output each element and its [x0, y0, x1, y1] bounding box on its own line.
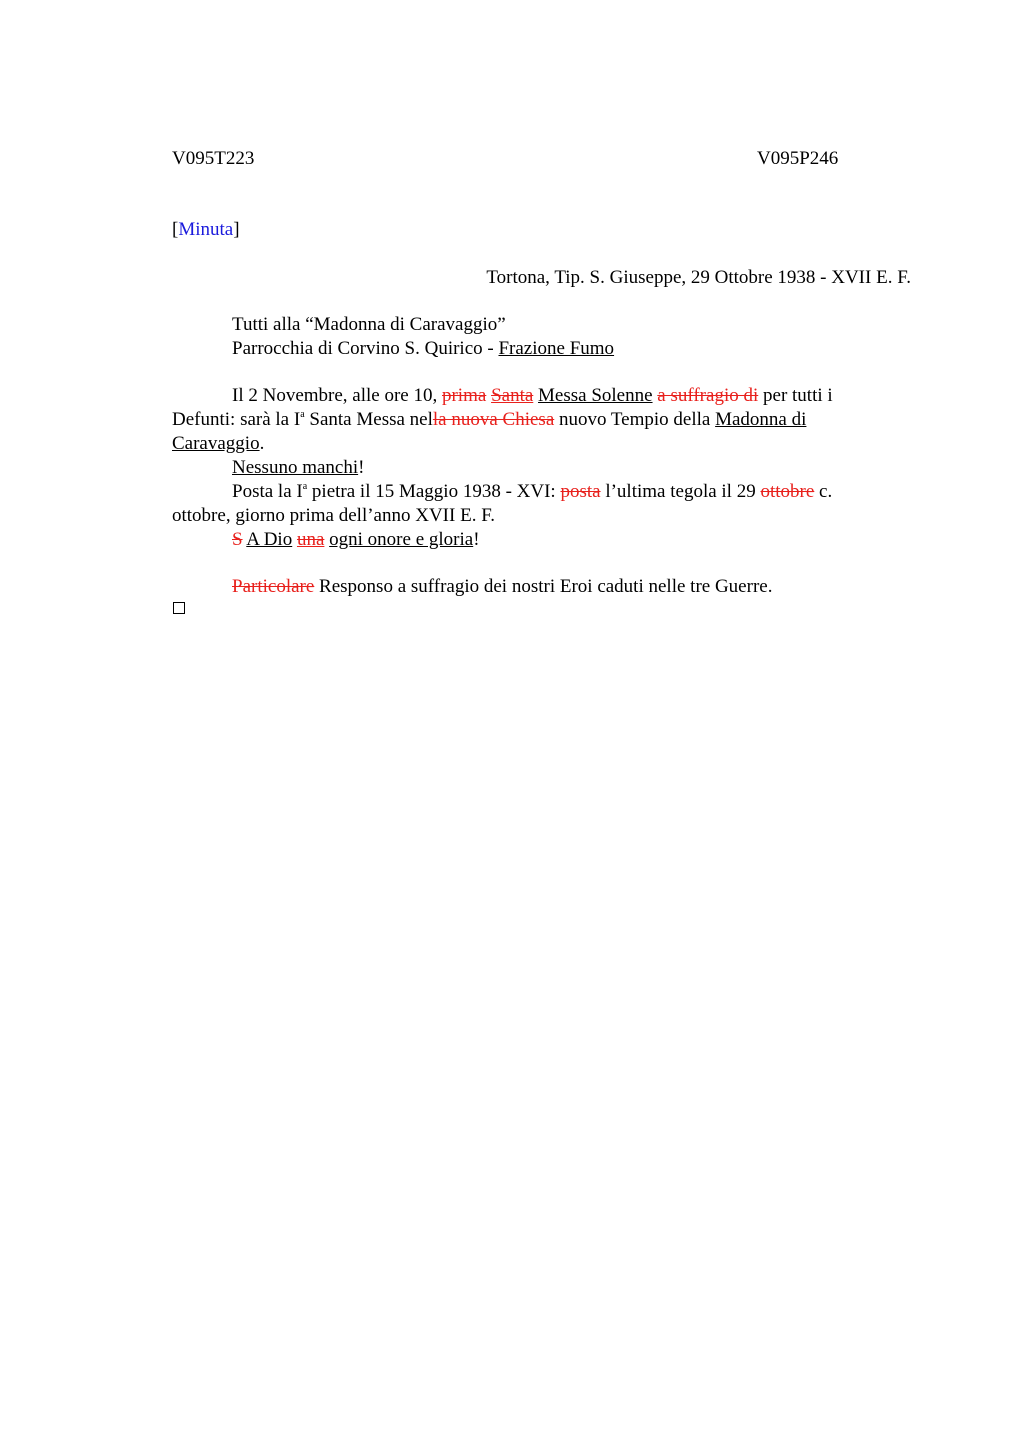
- minuta-label: [172, 218, 240, 242]
- title-line-2: [172, 337, 888, 361]
- paragraph-3-line-1: [172, 480, 888, 504]
- underlined-text: Nessuno manchi: [232, 457, 359, 478]
- text: Defunti: sarà la I: [172, 409, 301, 430]
- title-block: [172, 313, 888, 361]
- minuta-bracket-open: [: [172, 219, 179, 240]
- text: !: [358, 457, 365, 478]
- title-line-1: Tutti alla “Madonna di Caravaggio”: [232, 314, 506, 335]
- text: per tutti i: [758, 385, 833, 406]
- superscript: a: [300, 409, 305, 420]
- title-line-2-underlined: Frazione Fumo: [498, 338, 615, 359]
- deleted-text: la nuova Chiesa: [432, 409, 555, 430]
- title-line-2-prefix: Parrocchia di Corvino S. Quirico -: [232, 338, 499, 359]
- paragraph-2: [172, 456, 888, 480]
- underlined-text: Madonna di: [715, 409, 807, 430]
- text: pietra il 15 Maggio 1938 - XVI:: [307, 481, 561, 502]
- minuta-bracket-close: ]: [233, 219, 240, 240]
- end-marker-box-icon: [173, 602, 185, 614]
- minuta-text: Minuta: [178, 219, 234, 240]
- superscript: a: [302, 481, 308, 492]
- paragraph-1: [172, 384, 888, 552]
- paragraph-5-line: [172, 575, 888, 599]
- paragraph-1-line-1: [172, 384, 888, 408]
- underlined-text: ogni onore e gloria: [329, 529, 474, 550]
- text: !: [473, 529, 480, 550]
- deleted-text: posta: [560, 481, 601, 502]
- deleted-text: Particolare: [232, 576, 315, 597]
- dateline: Tortona, Tip. S. Giuseppe, 29 Ottobre 1938 - XVII E. F.: [486, 267, 911, 288]
- text: l’ultima tegola il 29: [600, 481, 761, 502]
- text: Posta la I: [232, 481, 303, 502]
- deleted-text: a suffragio di: [657, 385, 759, 406]
- text: Il 2 Novembre, alle ore 10,: [232, 385, 442, 406]
- paragraph-1-line-3: [172, 432, 888, 456]
- paragraph-1-line-2: [172, 408, 888, 432]
- underlined-text: A Dio: [246, 529, 293, 550]
- underlined-text: Caravaggio: [172, 433, 260, 454]
- deleted-text: una: [296, 529, 325, 550]
- deleted-text: prima: [441, 385, 487, 406]
- text: c.: [814, 481, 833, 502]
- text: .: [259, 433, 265, 454]
- deleted-text: S: [232, 529, 243, 550]
- deleted-text: Santa: [491, 385, 534, 406]
- paragraph-3-line-2: ottobre, giorno prima dell’anno XVII E. F.: [172, 505, 495, 526]
- text: nuovo Tempio della: [554, 409, 716, 430]
- deleted-text: ottobre: [760, 481, 815, 502]
- paragraph-5: [172, 575, 888, 599]
- paragraph-4: [172, 528, 888, 552]
- document-code-left: V095T223: [172, 148, 255, 169]
- underlined-text: Messa Solenne: [538, 385, 653, 406]
- text: Santa Messa nel: [304, 409, 433, 430]
- text: Responso a suffragio dei nostri Eroi caduti nelle tre Guerre.: [314, 576, 773, 597]
- document-code-right: V095P246: [757, 148, 839, 169]
